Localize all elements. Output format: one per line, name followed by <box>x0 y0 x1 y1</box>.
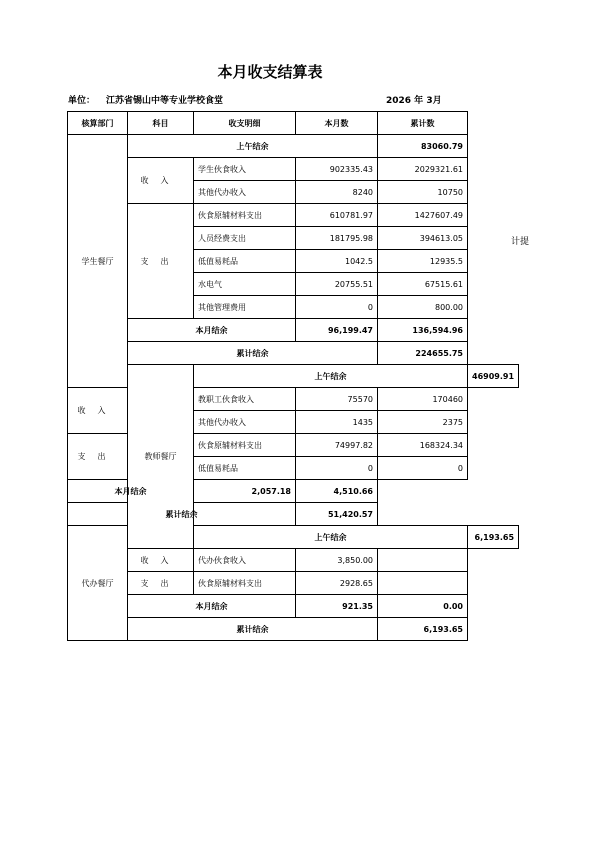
item-total: 67515.61 <box>378 273 468 296</box>
month-balance-total: 4,510.66 <box>296 480 378 503</box>
month-balance-label: 本月结余 <box>128 595 296 618</box>
header-month: 本月数 <box>296 112 378 135</box>
page-title: 本月收支结算表 <box>217 63 323 81</box>
table-row <box>68 549 519 572</box>
item-name: 教职工伙食收入 <box>194 388 296 411</box>
table-row <box>68 595 519 618</box>
item-total: 800.00 <box>378 296 468 319</box>
item-name: 伙食原辅材料支出 <box>194 572 296 595</box>
item-name: 代办伙食收入 <box>194 549 296 572</box>
item-total: 2029321.61 <box>378 158 468 181</box>
cumulative-balance-label: 累计结余 <box>128 618 378 641</box>
income-label: 收入 <box>128 549 194 572</box>
item-total: 170460 <box>378 388 468 411</box>
item-name: 低值易耗品 <box>194 457 296 480</box>
income-label: 收入 <box>68 388 128 434</box>
table-row <box>68 319 519 342</box>
table-header-row <box>68 112 519 135</box>
table-row <box>68 365 519 388</box>
settlement-table <box>67 111 519 641</box>
side-note: 计提 <box>511 237 530 247</box>
item-total: 2375 <box>378 411 468 434</box>
item-month: 0 <box>296 296 378 319</box>
cumulative-balance-value: 51,420.57 <box>296 503 378 526</box>
item-month: 902335.43 <box>296 158 378 181</box>
table-row <box>68 204 519 227</box>
item-month: 74997.82 <box>296 434 378 457</box>
item-month: 75570 <box>296 388 378 411</box>
item-total <box>378 572 468 595</box>
item-name: 水电气 <box>194 273 296 296</box>
header-total: 累计数 <box>378 112 468 135</box>
item-month: 3,850.00 <box>296 549 378 572</box>
item-name: 其他管理费用 <box>194 296 296 319</box>
cumulative-balance-value: 224655.75 <box>378 342 468 365</box>
item-month: 1042.5 <box>296 250 378 273</box>
item-month: 2928.65 <box>296 572 378 595</box>
dept-agency: 代办餐厅 <box>68 526 128 641</box>
item-total: 168324.34 <box>378 434 468 457</box>
table-row <box>68 480 519 503</box>
month-balance-value: 96,199.47 <box>296 319 378 342</box>
dept-student: 学生餐厅 <box>68 135 128 388</box>
item-name: 其他代办收入 <box>194 411 296 434</box>
item-total: 0 <box>378 457 468 480</box>
month-balance-value: 2,057.18 <box>194 480 296 503</box>
month-balance-total: 136,594.96 <box>378 319 468 342</box>
month-balance-total: 0.00 <box>378 595 468 618</box>
cumulative-balance-value: 6,193.65 <box>378 618 468 641</box>
item-name: 伙食原辅材料支出 <box>194 434 296 457</box>
prev-balance-label: 上午结余 <box>194 365 468 388</box>
table-row <box>68 572 519 595</box>
item-month: 181795.98 <box>296 227 378 250</box>
table-row <box>68 158 519 181</box>
header-detail: 收支明细 <box>194 112 296 135</box>
item-total: 12935.5 <box>378 250 468 273</box>
table-row <box>68 618 519 641</box>
prev-balance-value: 83060.79 <box>378 135 468 158</box>
unit-name: 江苏省锡山中等专业学校食堂 <box>106 96 224 106</box>
item-total: 1427607.49 <box>378 204 468 227</box>
item-total: 394613.05 <box>378 227 468 250</box>
income-label: 收入 <box>128 158 194 204</box>
item-month: 1435 <box>296 411 378 434</box>
item-month: 20755.51 <box>296 273 378 296</box>
cumulative-balance-label: 累计结余 <box>68 503 296 526</box>
period-label: 2026 年 3月 <box>386 96 442 106</box>
table-row <box>68 135 519 158</box>
month-balance-label: 本月结余 <box>68 480 194 503</box>
dept-teacher: 教师餐厅 <box>128 365 194 549</box>
cumulative-balance-label: 累计结余 <box>128 342 378 365</box>
item-month: 610781.97 <box>296 204 378 227</box>
table-row <box>68 342 519 365</box>
item-month: 0 <box>296 457 378 480</box>
prev-balance-label: 上午结余 <box>194 526 468 549</box>
unit-label: 单位： <box>68 96 96 106</box>
item-name: 伙食原辅材料支出 <box>194 204 296 227</box>
month-balance-value: 921.35 <box>296 595 378 618</box>
table-row <box>68 503 519 526</box>
prev-balance-value: 46909.91 <box>468 365 519 388</box>
expense-label: 支出 <box>68 434 128 480</box>
item-month: 8240 <box>296 181 378 204</box>
item-name: 人员经费支出 <box>194 227 296 250</box>
prev-balance-label: 上午结余 <box>128 135 378 158</box>
prev-balance-value: 6,193.65 <box>468 526 519 549</box>
expense-label: 支出 <box>128 572 194 595</box>
item-name: 学生伙食收入 <box>194 158 296 181</box>
header-subject: 科目 <box>128 112 194 135</box>
item-name: 其他代办收入 <box>194 181 296 204</box>
item-total: 10750 <box>378 181 468 204</box>
item-total <box>378 549 468 572</box>
item-name: 低值易耗品 <box>194 250 296 273</box>
header-dept: 核算部门 <box>68 112 128 135</box>
month-balance-label: 本月结余 <box>128 319 296 342</box>
expense-label: 支出 <box>128 204 194 319</box>
